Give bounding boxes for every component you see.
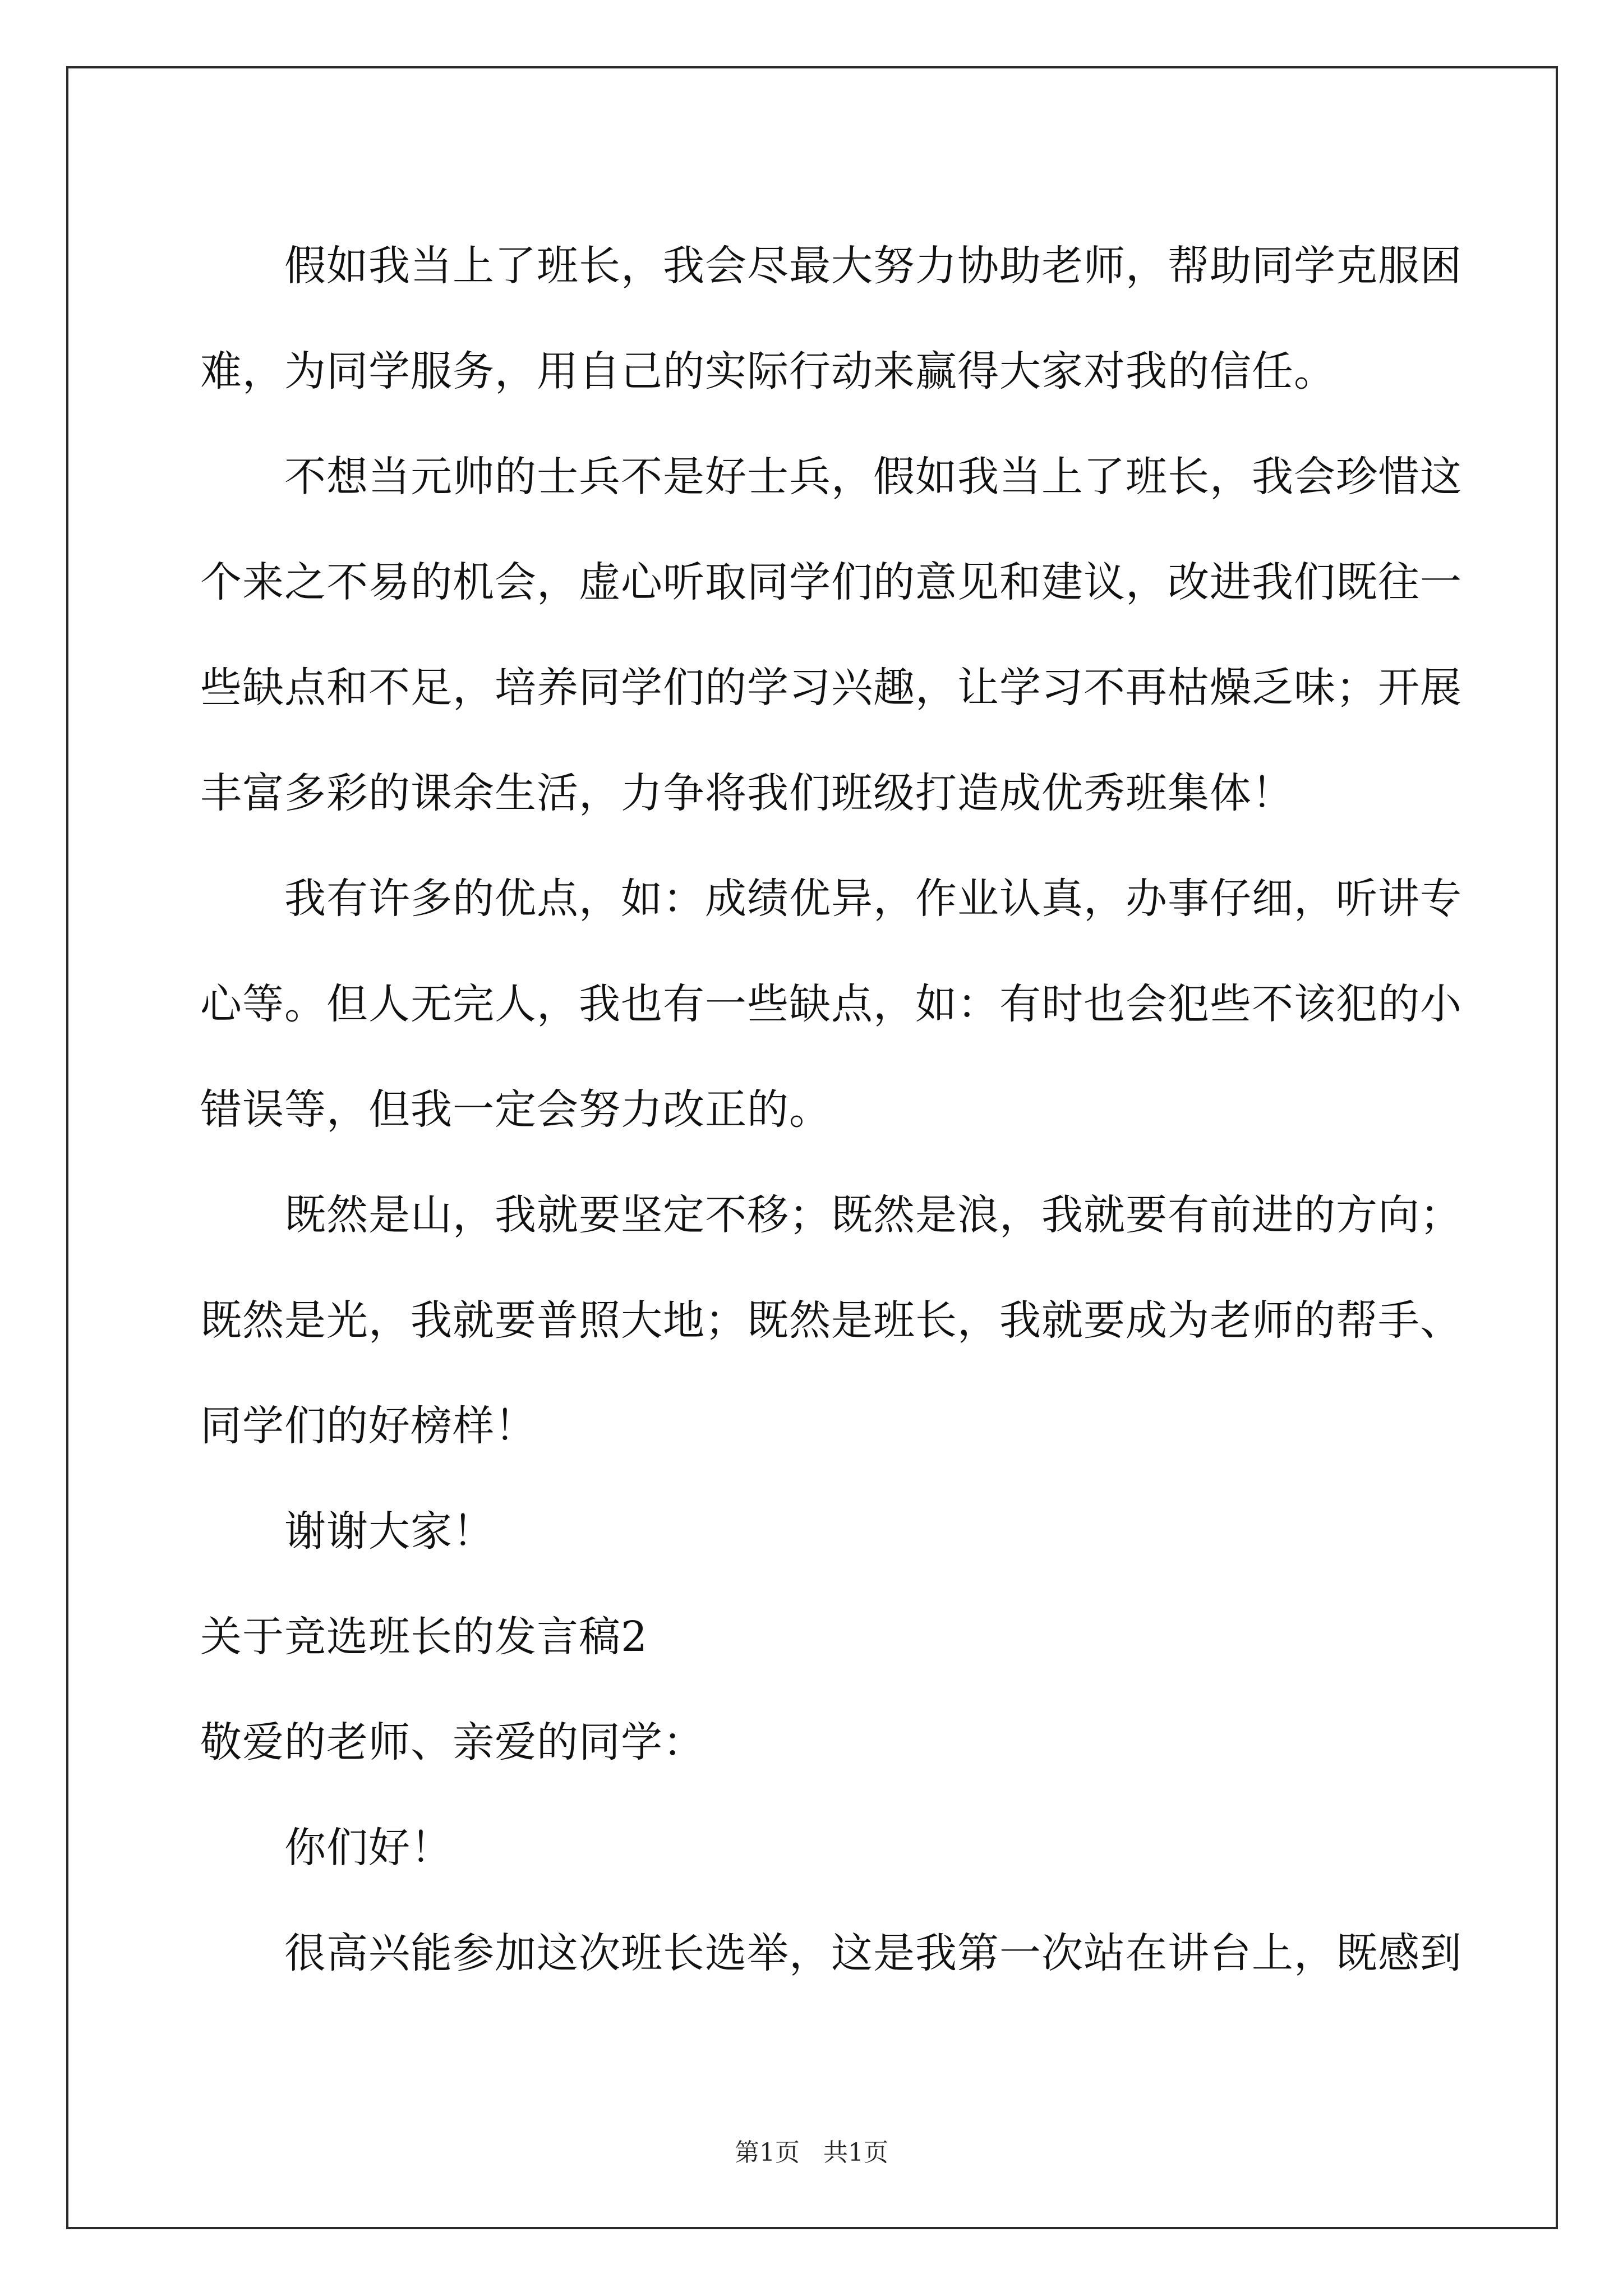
text-line: 些缺点和不足，培养同学们的学习兴趣，让学习不再枯燥乏味；开展 — [200, 664, 1462, 712]
salutation: 敬爱的老师、亲爱的同学： — [200, 1718, 705, 1766]
document-body — [200, 213, 1462, 2006]
text-line: 既然是光，我就要普照大地；既然是班长，我就要成为老师的帮手、 — [200, 1296, 1462, 1345]
text-line: 难，为同学服务，用自己的实际行动来赢得大家对我的信任。 — [200, 347, 1336, 395]
text-line: 心等。但人无完人，我也有一些缺点，如：有时也会犯些不该犯的小 — [200, 980, 1462, 1028]
text-line: 谢谢大家！ — [284, 1507, 495, 1556]
section-heading: 关于竞选班长的发言稿2 — [200, 1613, 648, 1661]
text-line: 不想当元帅的士兵不是好士兵，假如我当上了班长，我会珍惜这 — [284, 453, 1462, 501]
page-number-footer: 第1页 共1页 — [735, 2138, 888, 2167]
text-line: 同学们的好榜样！ — [200, 1402, 537, 1450]
text-line: 丰富多彩的课余生活，力争将我们班级打造成优秀班集体！ — [200, 769, 1294, 817]
text-line: 假如我当上了班长，我会尽最大努力协助老师，帮助同学克服困 — [284, 242, 1462, 290]
text-line: 个来之不易的机会，虚心听取同学们的意见和建议，改进我们既往一 — [200, 558, 1462, 606]
text-line: 很高兴能参加这次班长选举，这是我第一次站在讲台上，既感到 — [284, 1929, 1462, 1977]
text-line: 既然是山，我就要坚定不移；既然是浪，我就要有前进的方向； — [284, 1191, 1462, 1239]
text-line: 错误等，但我一定会努力改正的。 — [200, 1085, 831, 1134]
text-line: 我有许多的优点，如：成绩优异，作业认真，办事仔细，听讲专 — [284, 875, 1462, 923]
greeting: 你们好！ — [284, 1824, 453, 1872]
